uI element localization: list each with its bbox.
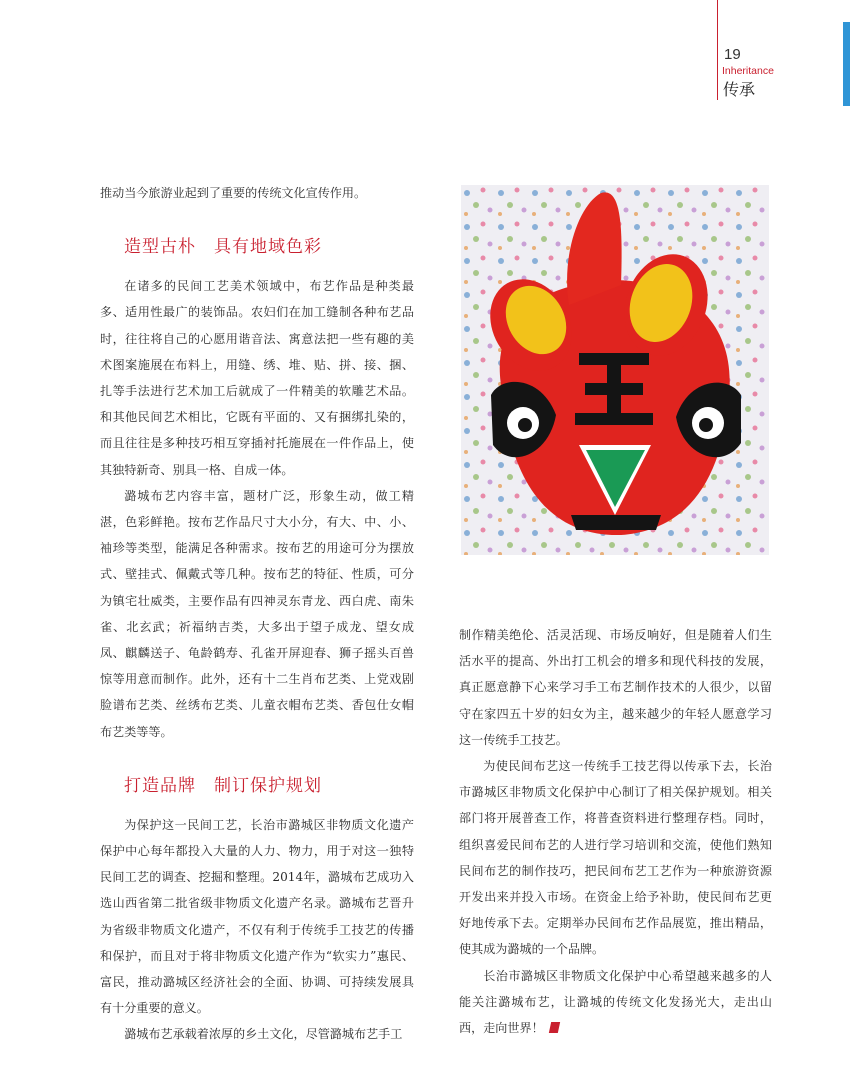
cloth-tiger-photo [461, 185, 769, 555]
page-number: 19 [724, 46, 741, 63]
section-color-tab [843, 22, 850, 106]
article-end-mark [549, 1022, 560, 1033]
paragraph-3: 为保护这一民间工艺，长治市潞城区非物质文化遗产保护中心每年都投入大量的人力、物力，用于对这一独特民间工艺的调查、挖掘和整理。2014年，潞城布艺成功入选山西省第二批省级非物质文化遗产名录。潞城布艺晋升为省级非物质文化遗产，不仅有利于传统手工技艺的传播和保护，而且对于将非物质文化遗产作为“软实力”惠民、富民，推动潞城区经济社会的全面、协调、可持续发展具有十分重要的意义。 [100, 817, 414, 1016]
article-left-column [100, 180, 414, 1048]
paragraph-5: 制作精美绝伦、活灵活现、市场反响好，但是随着人们生活水平的提高、外出打工机会的增多和现代科技的发展，真正愿意静下心来学习手工布艺制作技术的人很少，以留守在家四五十岁的妇女为主，越来越少的年轻人愿意学习这一传统手工技艺。 [459, 628, 772, 747]
paragraph-2: 潞城布艺内容丰富，题材广泛，形象生动，做工精湛，色彩鲜艳。按布艺作品尺寸大小分，有大、中、小、袖珍等类型，能满足各种需求。按布艺的用途可分为摆放式、壁挂式、佩戴式等几种。按布艺的特征、性质，可分为镇宅壮威类，主要作品有四神灵东青龙、西白虎、南朱雀、北玄武；祈福纳吉类，大多出于望子成龙、望女成凤、麒麟送子、龟龄鹤寿、孔雀开屏迎春、狮子摇头百兽惊等用意而制作。此外，还有十二生肖布艺类、上党戏剧脸谱布艺类、丝绣布艺类、儿童衣帽布艺类、香包仕女帽布艺类等等。 [100, 488, 414, 739]
section-heading-2: 打造品牌 制订保护规划 [124, 775, 322, 796]
intro-line: 推动当今旅游业起到了重要的传统文化宣传作用。 [100, 186, 367, 200]
article-right-column [459, 622, 772, 1041]
paragraph-6: 为使民间布艺这一传统手工技艺得以传承下去，长治市潞城区非物质文化保护中心制订了相关保护规划。相关部门将开展普查工作，将普查资料进行整理存档。同时，组织喜爱民间布艺的人进行学习培训和交流，使他们熟知民间布艺的制作技巧，把民间布艺工艺作为一种旅游资源开发出来并投入市场。在资金上给予补助，使民间布艺更好地传承下去。定期举办民间布艺作品展览，推出精品，使其成为潞城的一个品牌。 [459, 759, 772, 957]
paragraph-7 [459, 963, 772, 1042]
section-title-chinese: 传承 [723, 80, 756, 99]
paragraph-7-text: 长治市潞城区非物质文化保护中心希望越来越多的人能关注潞城布艺，让潞城的传统文化发扬光大，走出山西，走向世界！ [459, 968, 772, 1036]
section-title-english: Inheritance [722, 65, 774, 77]
section-heading-1: 造型古朴 具有地域色彩 [124, 237, 322, 258]
paragraph-4: 潞城布艺承载着浓厚的乡土文化，尽管潞城布艺手工 [124, 1027, 403, 1042]
header-divider [717, 0, 718, 100]
paragraph-1: 在诸多的民间工艺美术领域中，布艺作品是种类最多、适用性最广的装饰品。农妇们在加工缝制各种布艺品时，往往将自己的心愿用谐音法、寓意法把一些有趣的美术图案施展在布料上，用缝、绣、堆、贴、拼、接、捆、扎等手法进行艺术加工后就成了一件精美的软雕艺术品。和其他民间艺术相比，它既有平面的、又有捆绑扎染的，而且往往是多种技巧相互穿插衬托施展在一件作品上，使其独特新奇、别具一格、自成一体。 [100, 279, 414, 477]
